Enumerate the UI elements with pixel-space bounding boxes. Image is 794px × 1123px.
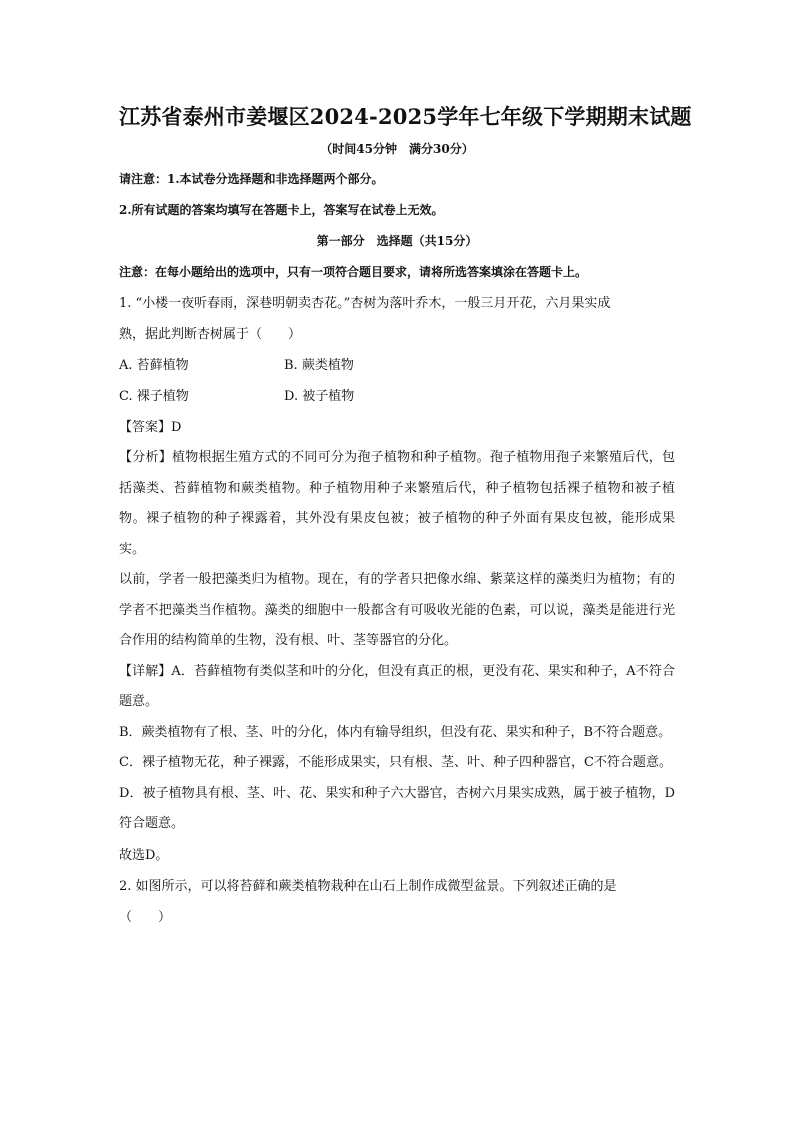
question-1-options-row-1 <box>119 350 675 381</box>
question-2-stem-line-2: （ ） <box>119 909 172 925</box>
exam-time-score: （时间45分钟 满分30分） <box>320 142 474 156</box>
analysis-paragraph-2: 以前，学者一般把藻类归为植物。现在，有的学者只把像水绵、紫菜这样的藻类归为植物；有的学者不把藻类当作植物。藻类的细胞中一般都含有可吸收光能的色素，可以说，藻类是能进行光合作用的结构简单的生物，没有根、叶、茎等器官的分化。 <box>119 572 675 648</box>
detail-option-d: D．被子植物具有根、茎、叶、花、果实和种子六大器官，杏树六月果实成熟，属于被子植物，D符合题意。 <box>119 785 675 831</box>
document-body <box>119 100 692 933</box>
option-d: D. 被子植物 <box>284 389 355 404</box>
section-note: 注意：在每小题给出的选项中，只有一项符合题目要求，请将所选答案填涂在答题卡上。 <box>119 265 588 279</box>
question-1-stem-line-1: 1. “小楼一夜听春雨，深巷明朝卖杏花。”杏树为落叶乔木，一般三月开花，六月果实成 <box>119 296 611 311</box>
page-title: 江苏省泰州市姜堰区2024-2025学年七年级下学期期末试题 <box>119 104 692 129</box>
answer-line: 【答案】D <box>119 420 182 435</box>
notice-line-1: 请注意：1.本试卷分选择题和非选择题两个部分。 <box>119 172 384 186</box>
detail-option-b: B．蕨类植物有了根、茎、叶的分化，体内有输导组织，但没有花、果实和种子，B不符合题意。 <box>119 724 672 740</box>
question-1-options-row-2 <box>119 381 675 412</box>
detail-option-a: 【详解】A．苔藓植物有类似茎和叶的分化，但没有真正的根，更没有花、果实和种子，A不符合题意。 <box>119 663 675 709</box>
detail-option-c: C．裸子植物无花，种子裸露，不能形成果实，只有根、茎、叶、种子四种器官，C不符合题意。 <box>119 755 672 770</box>
option-c: C. 裸子植物 <box>119 389 189 404</box>
conclusion-line: 故选D。 <box>119 847 169 863</box>
notice-line-2: 2.所有试题的答案均填写在答题卡上，答案写在试卷上无效。 <box>119 203 444 217</box>
question-2-stem-line-1: 2. 如图所示，可以将苔藓和蕨类植物栽种在山石上制作成微型盆景。下列叙述正确的是 <box>119 878 617 894</box>
question-1-stem-line-2: 熟，据此判断杏树属于（ ） <box>119 327 302 342</box>
analysis-paragraph: 【分析】植物根据生殖方式的不同可分为孢子植物和种子植物。孢子植物用孢子来繁殖后代，包括藻类、苔藓植物和蕨类植物。种子植物用种子来繁殖后代，种子植物包括裸子植物和被子植物。裸子植物的种子裸露着，其外没有果皮包被；被子植物的种子外面有果皮包被，能形成果实。 <box>119 450 675 557</box>
option-b: B. 蕨类植物 <box>284 358 354 373</box>
section-heading: 第一部分 选择题（共15分） <box>316 234 478 248</box>
option-a: A. 苔藓植物 <box>119 358 189 373</box>
